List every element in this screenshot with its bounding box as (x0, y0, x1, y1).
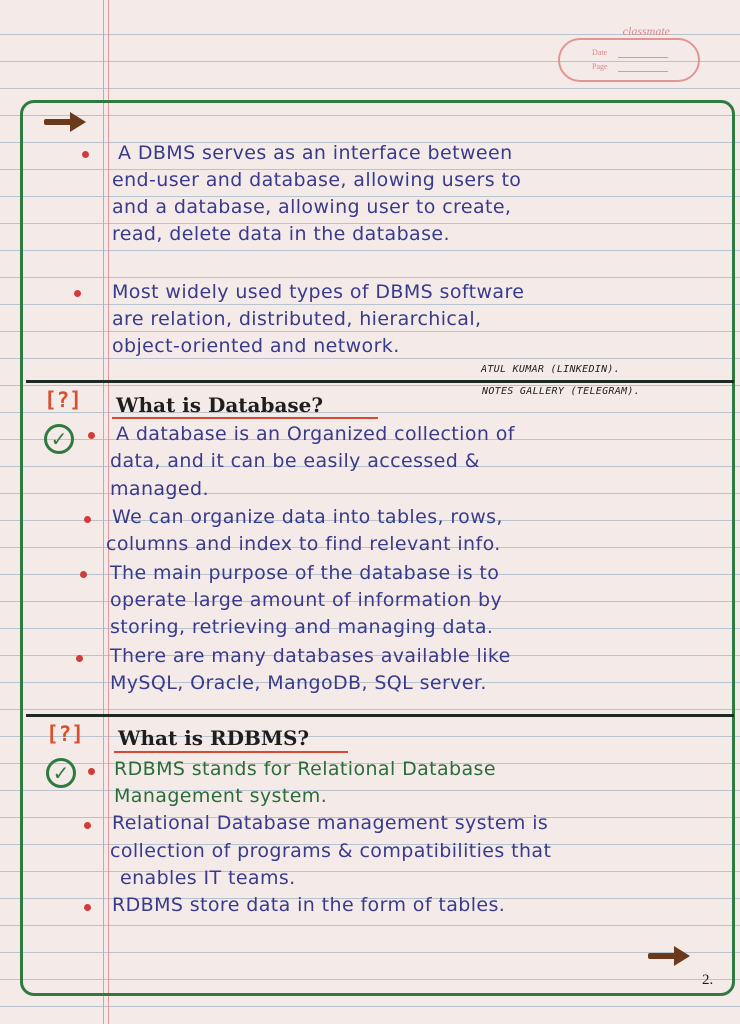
bullet-dot (88, 432, 95, 439)
stamp-box (558, 38, 700, 82)
database-bullet-4-line-2: MySQL, Oracle, MangoDB, SQL server. (110, 672, 487, 694)
intro-bullet-2-line-2: are relation, distributed, hierarchical, (112, 308, 482, 330)
stamp-date-line (618, 57, 668, 58)
database-bullet-3-line-2: operate large amount of information by (110, 589, 503, 611)
stamp-page-line (618, 71, 668, 72)
intro-bullet-2-line-1: Most widely used types of DBMS software (112, 281, 525, 303)
question-mark-icon: [?] (44, 388, 82, 412)
stamp-brand: classmate (622, 24, 670, 38)
bullet-dot (76, 655, 83, 662)
heading-what-is-database: What is Database? (116, 393, 324, 417)
database-bullet-2-line-2: columns and index to find relevant info. (106, 533, 501, 555)
rdbms-bullet-1-line-2: Management system. (114, 785, 328, 807)
section-divider-1 (26, 380, 734, 383)
database-bullet-3-line-1: The main purpose of the database is to (110, 562, 500, 584)
heading-what-is-rdbms: What is RDBMS? (118, 726, 310, 750)
intro-bullet-1-line-1: A DBMS serves as an interface between (118, 142, 513, 164)
page-number: 2. (702, 972, 714, 988)
database-bullet-1-line-3: managed. (110, 478, 209, 500)
bullet-dot (84, 904, 91, 911)
credit-telegram: NOTES GALLERY (TELEGRAM). (482, 386, 641, 397)
heading-underline (112, 417, 378, 419)
intro-bullet-2-line-3: object-oriented and network. (112, 335, 400, 357)
bullet-dot (84, 516, 91, 523)
bullet-dot (80, 571, 87, 578)
database-bullet-2-line-1: We can organize data into tables, rows, (112, 506, 503, 528)
bullet-dot (88, 768, 95, 775)
intro-bullet-1-line-3: and a database, allowing user to create, (112, 196, 512, 218)
question-mark-icon: [?] (46, 722, 84, 746)
credit-linkedin: ATUL KUMAR (LINKEDIN). (481, 364, 621, 375)
bullet-dot (84, 822, 91, 829)
section-divider-2 (26, 714, 734, 717)
arrow-right-icon (648, 946, 692, 966)
arrow-right-icon (44, 112, 88, 132)
rdbms-bullet-2-line-1: Relational Database management system is (112, 812, 549, 834)
rdbms-bullet-2-line-3: enables IT teams. (120, 867, 296, 889)
database-bullet-3-line-3: storing, retrieving and managing data. (110, 616, 494, 638)
intro-bullet-1-line-4: read, delete data in the database. (112, 223, 450, 245)
rdbms-bullet-3-line-1: RDBMS store data in the form of tables. (112, 894, 506, 916)
stamp-date-label: Date (592, 48, 608, 57)
bullet-dot (74, 290, 81, 297)
database-bullet-4-line-1: There are many databases available like (110, 645, 511, 667)
rdbms-bullet-1-line-1: RDBMS stands for Relational Database (114, 758, 496, 780)
checkmark-icon: ✓ (44, 424, 74, 454)
checkmark-icon: ✓ (46, 758, 76, 788)
bullet-dot (82, 151, 89, 158)
classmate-stamp (558, 24, 704, 86)
rdbms-bullet-2-line-2: collection of programs & compatibilities that (110, 840, 552, 862)
stamp-page-label: Page (592, 62, 608, 71)
database-bullet-1-line-2: data, and it can be easily accessed & (110, 450, 480, 472)
intro-bullet-1-line-2: end-user and database, allowing users to (112, 169, 522, 191)
heading-underline (114, 751, 348, 753)
database-bullet-1-line-1: A database is an Organized collection of (116, 423, 515, 445)
